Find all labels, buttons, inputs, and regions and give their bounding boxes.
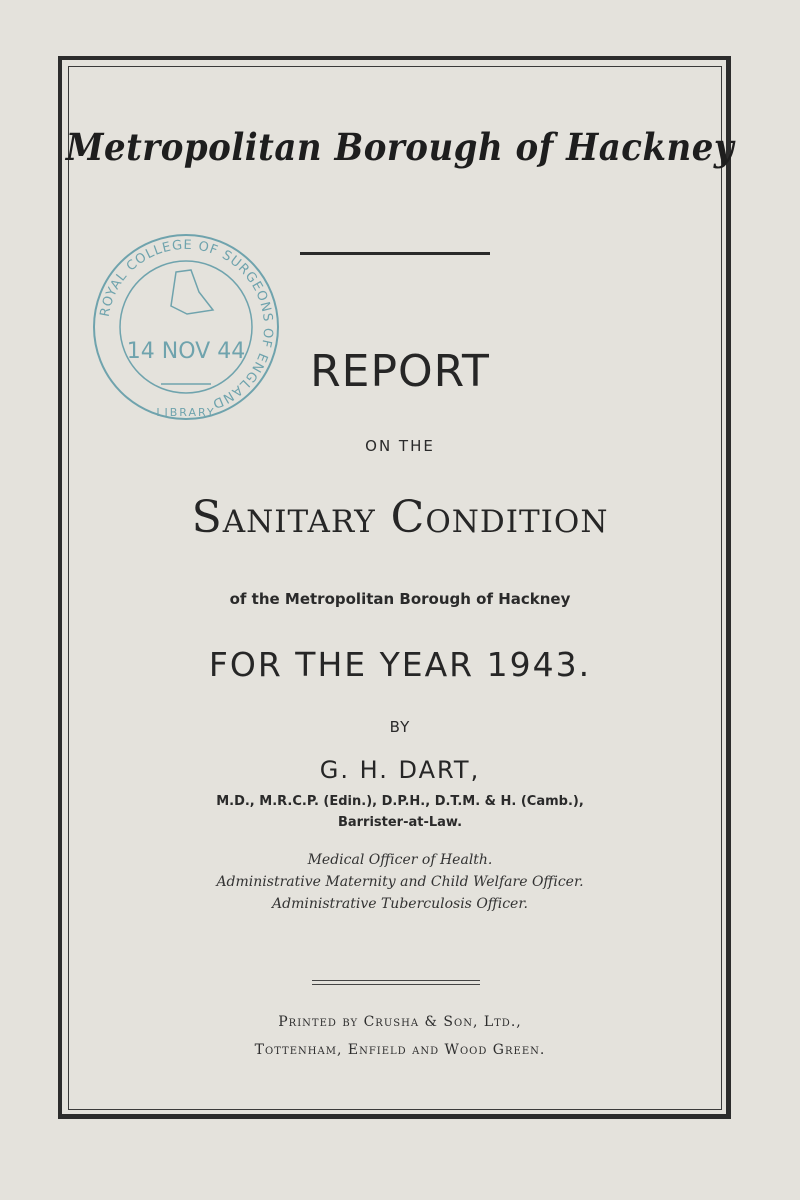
office-title: Administrative Tuberculosis Officer. (272, 896, 528, 912)
page-inner-border (68, 66, 722, 1110)
by-text: BY (389, 718, 411, 736)
author-barrister: Barrister-at-Law. (337, 815, 463, 830)
stamp-library-text: LIBRARY (156, 406, 216, 419)
author-name: G. H. DART, (319, 756, 481, 784)
printer-line: Tottenham, Enfield and Wood Green. (254, 1042, 546, 1058)
stamp-date: 14 NOV 44 (126, 339, 246, 364)
borough-line: of the Metropolitan Borough of Hackney (229, 590, 571, 608)
on-the-text: ON THE (365, 437, 435, 455)
page-border (58, 56, 731, 1119)
printer-line: Printed by Crusha & Son, Ltd., (278, 1014, 522, 1030)
stamp-crest-icon (171, 270, 213, 314)
report-heading: REPORT (310, 346, 490, 397)
office-title: Medical Officer of Health. (307, 852, 493, 868)
subject-heading: Sanitary Condition (191, 492, 609, 543)
footer-rule (312, 980, 480, 981)
stamp-ring-text: ROYAL COLLEGE OF SURGEONS OF ENGLAND (97, 237, 276, 412)
header-rule (300, 252, 490, 255)
author-qualifications: M.D., M.R.C.P. (Edin.), D.P.H., D.T.M. & H. (Camb.), (216, 794, 584, 809)
footer-rule (312, 984, 480, 985)
office-title: Administrative Maternity and Child Welfare Officer. (216, 874, 584, 890)
header-title: Metropolitan Borough of Hackney (65, 126, 735, 170)
year-heading: FOR THE YEAR 1943. (208, 645, 592, 684)
